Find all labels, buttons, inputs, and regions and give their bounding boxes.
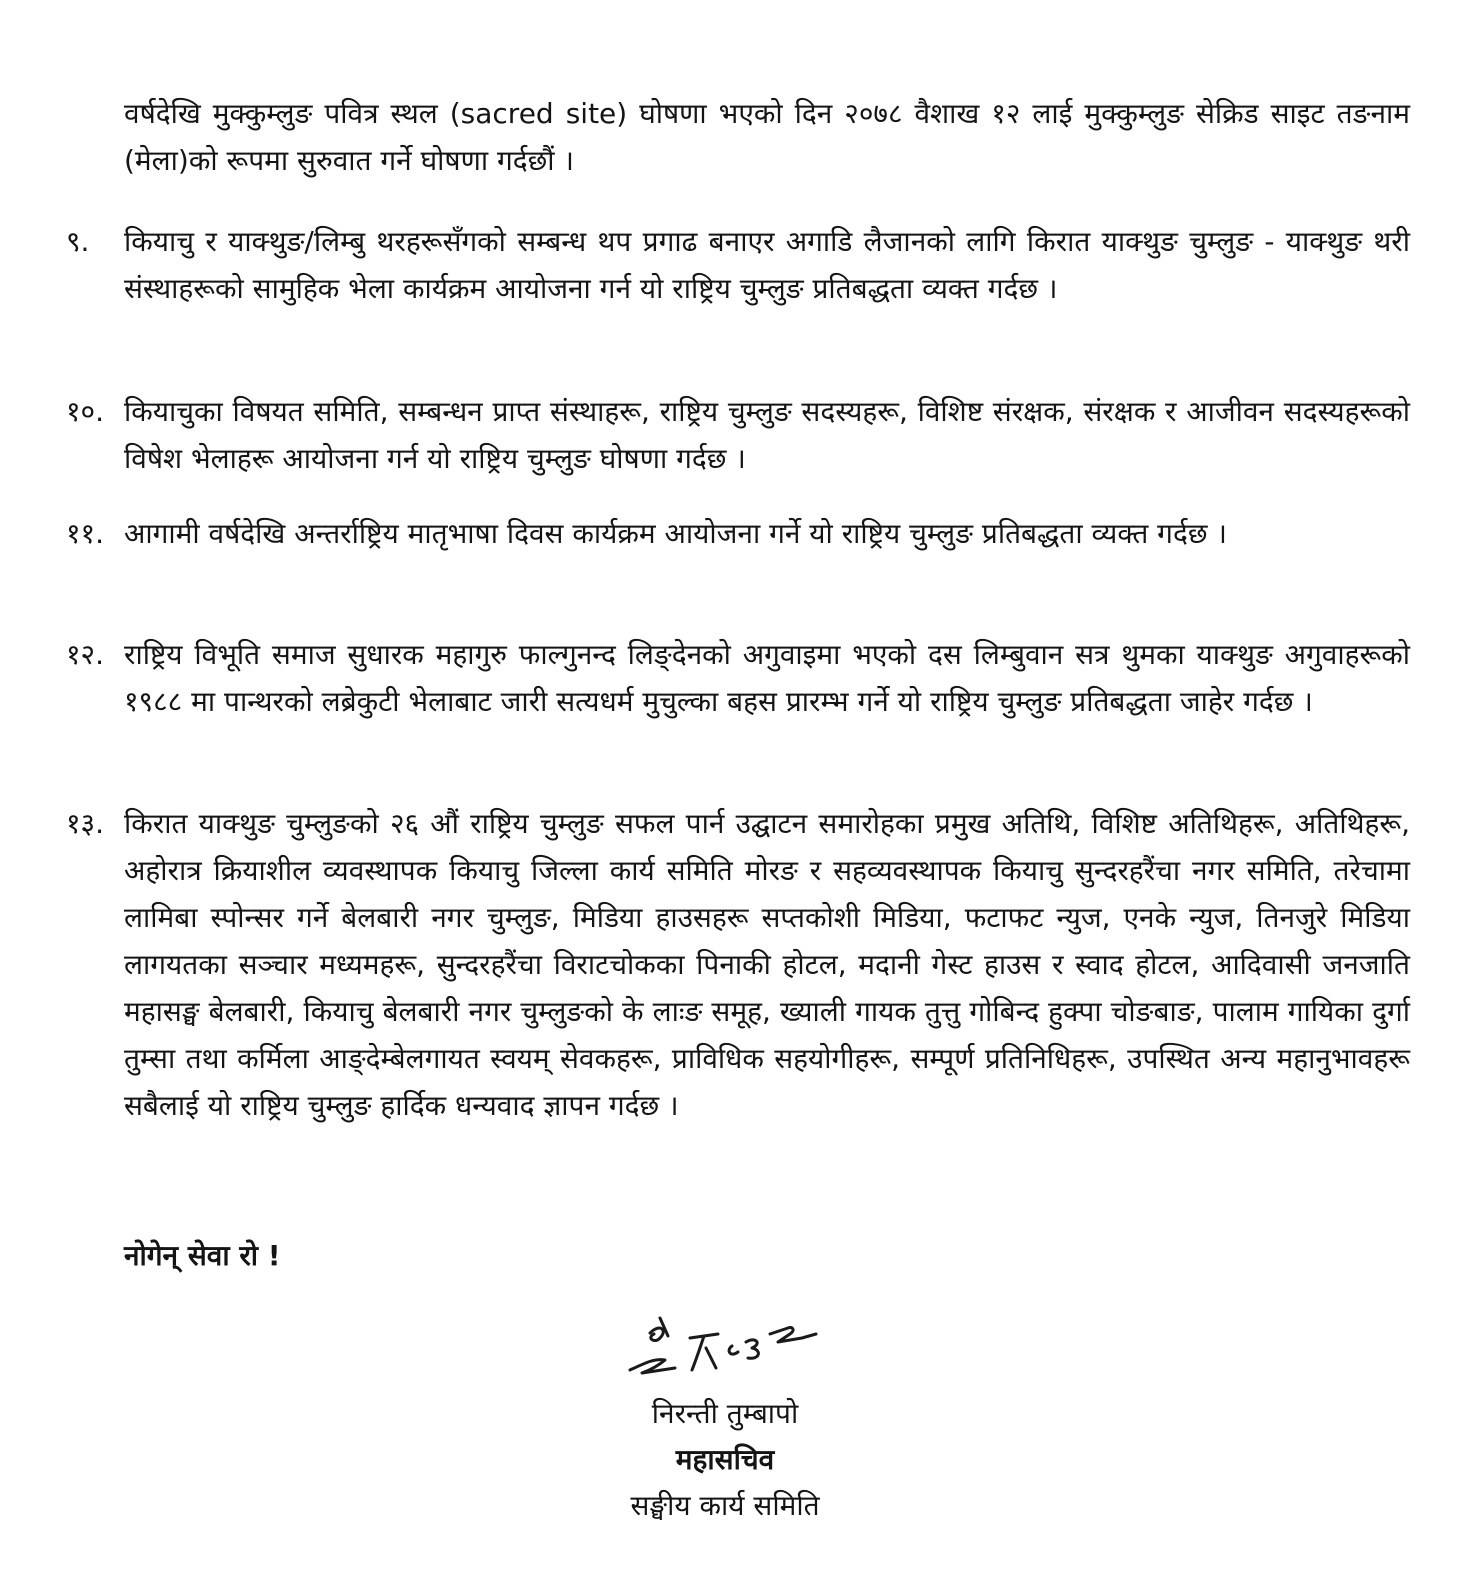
signatory-organization: सङ्घीय कार्य समिति xyxy=(630,1489,820,1522)
list-item xyxy=(66,800,1410,1129)
item-text: कियाचु र याक्थुङ/लिम्बु थरहरूसँगको सम्बन्ध थप प्रगाढ बनाएर अगाडि लैजानको लागि किरात याक्थुङ चुम्लुङ - याक्थुङ थरी संस्थाहरूको सामुहिक भेला कार्यक्रम आयोजना गर्न यो राष्ट्रिय चुम्लुङ प्रतिबद्धता व्यक्त गर्दछ । xyxy=(124,225,1410,305)
signatory-name: निरन्ती तुम्बापो xyxy=(651,1397,799,1430)
item-text: राष्ट्रिय विभूति समाज सुधारक महागुरु फाल्गुनन्द लिङ्देनको अगुवाइमा भएको दस लिम्बुवान सत्र थुमका याक्थुङ अगुवाहरूको १९८८ मा पान्थरको लब्रेकुटी भेलाबाट जारी सत्यधर्म मुचुल्का बहस प्रारम्भ गर्ने यो राष्ट्रिय चुम्लुङ प्रतिबद्धता जाहेर गर्दछ । xyxy=(124,638,1410,718)
item-number: १३. xyxy=(66,807,105,840)
closing-salutation: नोगेन् सेवा रो ! xyxy=(124,1239,281,1272)
item-number: ९. xyxy=(66,225,90,258)
list-item xyxy=(66,631,1410,725)
intro-paragraph: वर्षदेखि मुक्कुम्लुङ पवित्र स्थल (sacred site) घोषणा भएको दिन २०७८ वैशाख १२ लाई मुक्कुम्लुङ सेक्रिड साइट तङनाम (मेला)को रूपमा सुरुवात गर्ने घोषणा गर्दछौं । xyxy=(124,97,1410,177)
list-item xyxy=(66,510,1410,557)
item-text: कियाचुका विषयत समिति, सम्बन्धन प्राप्त संस्थाहरू, राष्ट्रिय चुम्लुङ सदस्यहरू, विशिष्ट संरक्षक, संरक्षक र आजीवन सदस्यहरूको विषेश भेलाहरू आयोजना गर्न यो राष्ट्रिय चुम्लुङ घोषणा गर्दछ । xyxy=(124,395,1410,475)
item-number: १०. xyxy=(66,395,105,428)
item-text: किरात याक्थुङ चुम्लुङको २६ औं राष्ट्रिय चुम्लुङ सफल पार्न उद्घाटन समारोहका प्रमुख अतिथि, विशिष्ट अतिथिहरू, अतिथिहरू, अहोरात्र क्रियाशील व्यवस्थापक कियाचु जिल्ला कार्य समिति मोरङ र सहव्यवस्थापक कियाचु सुन्दरहरैंचा नगर समिति, तरेचामा लामिबा स्पोन्सर गर्ने बेलबारी नगर चुम्लुङ, मिडिया हाउसहरू सप्तकोशी मिडिया, फटाफट न्युज, एनके न्युज, तिनजुरे मिडिया लागयतका सञ्चार मध्यमहरू, सुन्दरहरैंचा विराटचोकका पिनाकी होटल, मदानी गेस्ट हाउस र स्वाद होटल, आदिवासी जनजाति महासङ्घ बेलबारी, कियाचु बेलबारी नगर चुम्लुङको के लाःङ समूह, ख्याली गायक तुत्तु गोबिन्द हुक्पा चोङबाङ, पालाम गायिका दुर्गा तुम्सा तथा कर्मिला आङ्देम्बेलगायत स्वयम् सेवकहरू, प्राविधिक सहयोगीहरू, सम्पूर्ण प्रतिनिधिहरू, उपस्थित अन्य महानुभावहरू सबैलाई यो राष्ट्रिय चुम्लुङ हार्दिक धन्यवाद ज्ञापन गर्दछ । xyxy=(124,807,1410,1122)
list-item xyxy=(66,218,1410,312)
list-item xyxy=(66,388,1410,482)
signature-image xyxy=(620,1308,820,1388)
item-text: आगामी वर्षदेखि अन्तर्राष्ट्रिय मातृभाषा दिवस कार्यक्रम आयोजना गर्ने यो राष्ट्रिय चुम्लुङ प्रतिबद्धता व्यक्त गर्दछ । xyxy=(124,517,1227,550)
signatory-title: महासचिव xyxy=(675,1443,775,1476)
item-number: १२. xyxy=(66,638,105,671)
item-number: ११. xyxy=(66,517,105,550)
